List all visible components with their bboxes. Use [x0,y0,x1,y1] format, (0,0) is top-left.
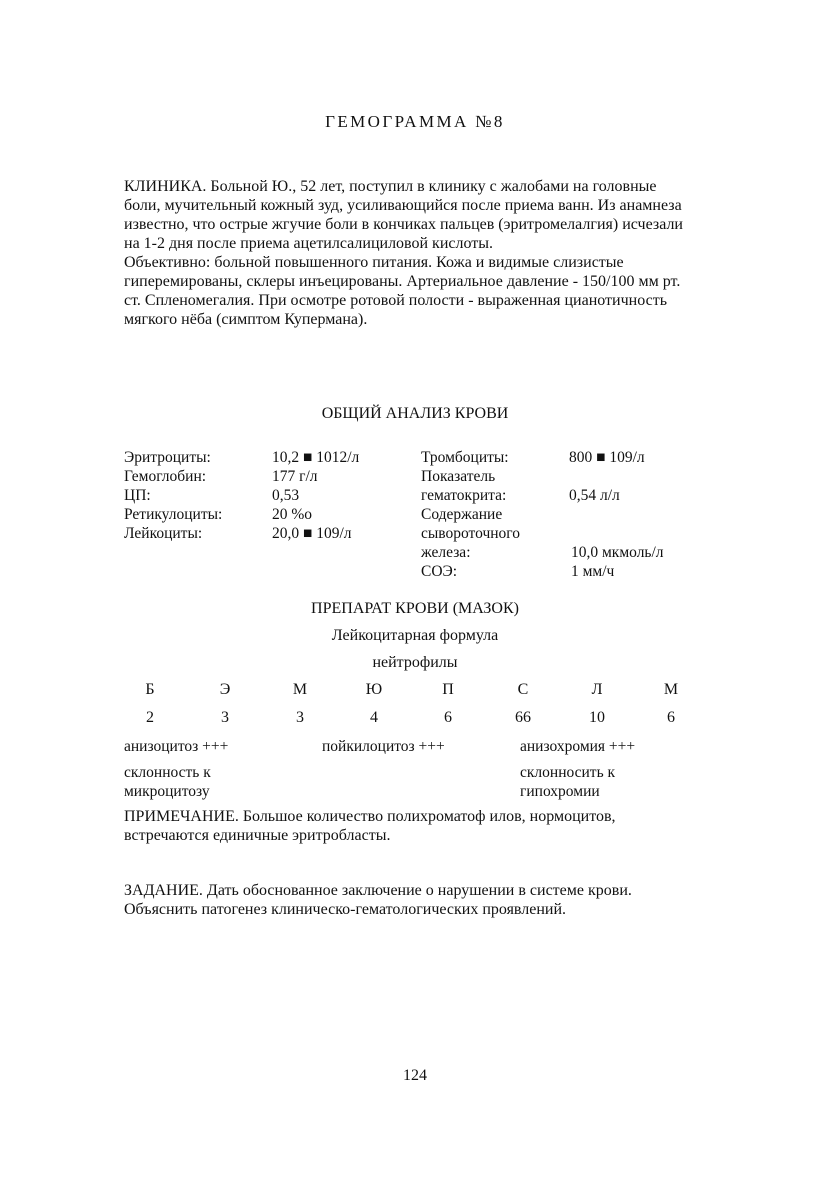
formula-header: Э [219,681,231,698]
microcytosis-text [124,763,211,801]
blood-left-values [272,448,359,543]
hypochromia-line: склонносить к [520,764,616,781]
anisochromia-text: анизохромия +++ [520,738,636,755]
note-line: встречаются единичные эритробласты. [124,827,391,844]
clinic-line: известно, что острые жгучие боли в кончиках пальцев (эритромелалгия) исчезали [124,216,683,233]
blood-left-labels [124,448,222,543]
label-iron-3: железа: [421,544,471,561]
blood-right-labels [421,448,520,581]
formula-value: 6 [667,709,675,726]
formula-header: М [663,681,679,698]
value-esr: 1 мм/ч [571,563,615,580]
label-platelets: Тромбоциты: [421,449,509,466]
clinic-line: гиперемированы, склеры инъецированы. Артериальное давление - 150/100 мм рт. [124,273,681,290]
value-platelets: 800 ■ 109/л [569,449,645,466]
clinic-line: мягкого нёба (симптом Купермана). [124,311,368,328]
value-hematocrit: 0,54 л/л [569,487,620,504]
task-paragraph [124,881,684,919]
microcytosis-line: микроцитозу [124,783,210,800]
label-color-index: ЦП: [124,487,151,504]
neutrophils-heading: нейтрофилы [372,654,458,671]
clinic-line: на 1-2 дня после приема ацетилсалициловой кислоты. [124,235,494,252]
clinic-line: Объективно: больной повышенного питания. Кожа и видимые слизистые [124,254,624,271]
task-line: ЗАДАНИЕ. Дать обоснованное заключение о нарушении в системе крови. [124,882,632,899]
hypochromia-line: гипохромии [520,783,600,800]
formula-header: М [292,681,308,698]
value-hemoglobin: 177 г/л [272,468,318,485]
label-hematocrit-1: Показатель [421,468,496,485]
label-hemoglobin: Гемоглобин: [124,468,207,485]
formula-header: П [442,681,454,698]
label-hematocrit-2: гематокрита: [421,487,507,504]
clinic-line: ст. Спленомегалия. При осмотре ротовой полости - выраженная цианотичность [124,292,667,309]
clinic-line: боли, мучительный кожный зуд, усиливающийся после приема ванн. Из анамнеза [124,197,682,214]
formula-heading: Лейкоцитарная формула [331,627,499,644]
formula-value: 10 [589,709,605,726]
label-iron-1: Содержание [421,506,503,523]
formula-header: Б [145,681,155,698]
label-leukocytes: Лейкоциты: [124,525,203,542]
document-title: ГЕМОГРАММА №8 [325,112,505,131]
label-erythrocytes: Эритроциты: [124,449,211,466]
microcytosis-line: склонность к [124,764,211,781]
note-line: ПРИМЕЧАНИЕ. Большое количество полихроматоф илов, нормоцитов, [124,808,616,825]
formula-header: С [517,681,529,698]
clinic-paragraph [124,177,684,329]
formula-value: 66 [515,709,531,726]
value-erythrocytes: 10,2 ■ 1012/л [272,449,360,466]
hypochromia-text [520,763,615,801]
formula-value: 4 [370,709,378,726]
label-iron-2: сывороточного [421,525,521,542]
value-reticulocytes: 20 %о [272,506,313,523]
poikilocytosis-text: пойкилоцитоз +++ [322,738,445,755]
value-leukocytes: 20,0 ■ 109/л [272,525,352,542]
formula-value: 3 [296,709,304,726]
formula-header: Ю [365,681,383,698]
clinic-line: КЛИНИКА. Больной Ю., 52 лет, поступил в клинику с жалобами на головные [124,178,657,195]
note-paragraph [124,807,684,845]
formula-value: 3 [221,709,229,726]
task-line: Объяснить патогенез клиническо-гематологических проявлений. [124,901,567,918]
value-color-index: 0,53 [272,487,300,504]
anisocytosis-text: анизоцитоз +++ [124,738,229,755]
page-number: 124 [403,1067,427,1084]
value-iron: 10,0 мкмоль/л [571,544,664,561]
smear-heading: ПРЕПАРАТ КРОВИ (МАЗОК) [311,600,519,617]
label-reticulocytes: Ретикулоциты: [124,506,223,523]
analysis-heading: ОБЩИЙ АНАЛИЗ КРОВИ [321,405,509,422]
formula-value: 6 [444,709,452,726]
formula-header: Л [591,681,603,698]
formula-value: 2 [146,709,154,726]
label-esr: СОЭ: [421,563,458,580]
